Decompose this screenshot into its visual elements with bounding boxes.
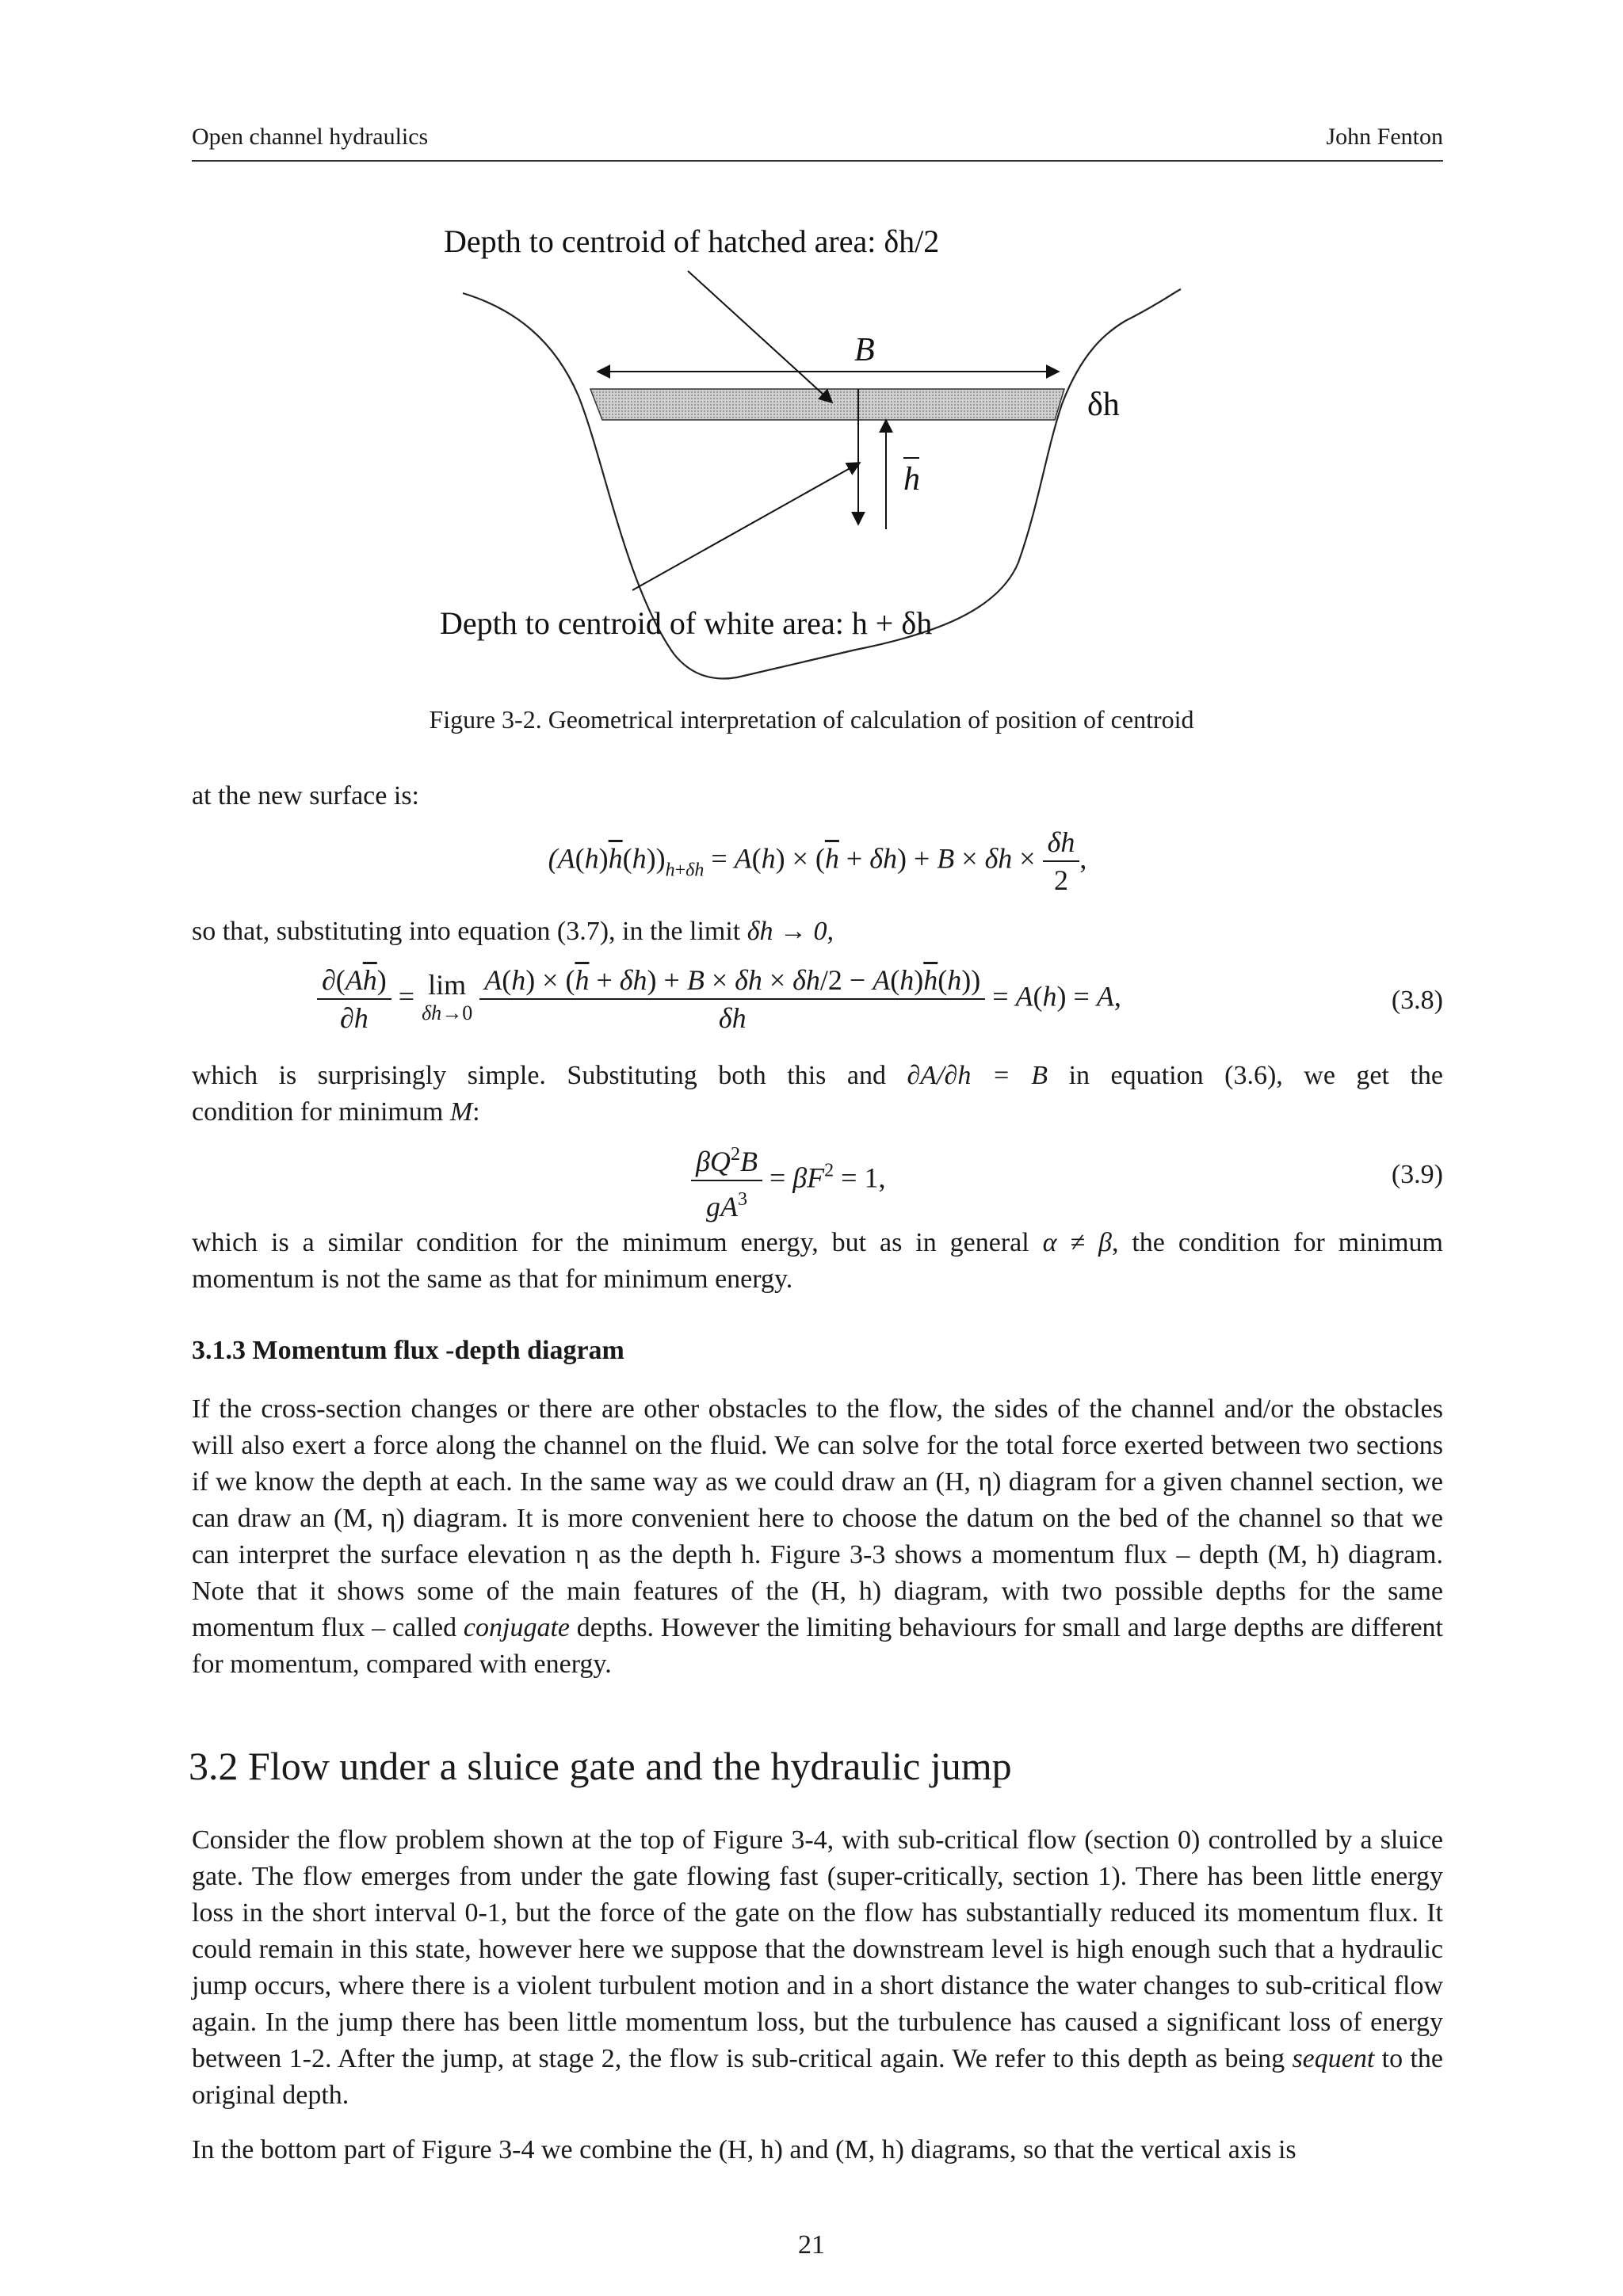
after-3-8-text-d: condition for minimum — [192, 1097, 444, 1127]
equation-number-3-8: (3.8) — [1391, 986, 1443, 1015]
hatched-strip — [590, 389, 1064, 420]
page-number: 21 — [798, 2230, 825, 2260]
after-3-8-math: ∂A/∂h = B — [907, 1061, 1048, 1090]
hatched-leader — [688, 271, 832, 402]
section-heading-3-2: 3.2 Flow under a sluice gate and the hydraulic jump — [189, 1744, 1012, 1788]
paragraph-momentum-flux-diagram — [192, 1391, 1443, 1683]
white-leader — [632, 463, 860, 590]
paragraph-after-3-9-line1 — [192, 1225, 1443, 1261]
running-header-title: Open channel hydraulics — [192, 124, 429, 150]
equation-number-3-9: (3.9) — [1391, 1160, 1443, 1189]
width-label: B — [854, 332, 875, 368]
paragraph-after-3-9-line2: momentum is not the same as that for minimum energy. — [192, 1264, 793, 1294]
sluice-paragraph-emphasis: sequent — [1292, 2044, 1375, 2073]
equation-moment-new-surface: $(A(h)\overline{h}(h))_{h+\delta h} = A(h) \times (\overline{h} + \delta h) + B \times \delta h$ × $\frac{\delta h}{2}$ , — [192, 824, 1443, 898]
paragraph-after-3-8-line1 — [192, 1058, 1443, 1094]
after-3-8-text-c: in equation (3.6), we get the — [1068, 1061, 1444, 1090]
centroid-diagram-svg — [396, 214, 1228, 689]
white-label: Depth to centroid of white area: h + δh — [440, 605, 933, 641]
hbar-label: h — [903, 461, 920, 498]
figure-centroid-diagram — [396, 214, 1228, 689]
sluice-paragraph-text: Consider the flow problem shown at the top of Figure 3-4, with sub-critical flow (section 0) controlled by a sluice gate. The flow emerges from under the gate flowing fast (super-critically, section 1). There has been little energy loss in the short interval 0-1, but the force of the gate on the flow has substantially reduced its momentum flux. It could remain in this state, however here we suppose that the downstream level is high enough such that a hydraulic jump occurs, where there is a violent turbulent motion and in a short distance the water changes to sub-critical flow again. In the jump there has been little momentum loss, but the turbulence has caused a significant loss of energy between 1-2. After the jump, at stage 2, the flow is sub-critical again. We refer to this depth as being — [192, 1825, 1443, 2073]
momentum-paragraph-end: depths. However the limiting behaviours for small and large depths are different for momentum, compared with energy. — [192, 1613, 1444, 1679]
paragraph-sluice-gate — [192, 1822, 1443, 2114]
momentum-paragraph-emphasis: conjugate — [463, 1613, 570, 1642]
sluice-paragraph-end: to the original depth. — [192, 2044, 1444, 2110]
limit-intro-math: δh → 0, — [747, 917, 834, 946]
limit-intro-line — [192, 913, 1443, 950]
intro-line: at the new surface is: — [192, 781, 419, 810]
document-page: Open channel hydraulics John Fenton Depth to centroid of hatched area: δh/2 B δh h Depth to centroid of white area: h + δh Figure 3-2. Geometrical interpretation of calculation of position of centroid at the new surface is: $(A(h)\overline{h}(h))_{h+\delta h} = A(h) \times (\overline{h} + \delta h) + B \times \delta h$ × $\frac{\delta h}{2}$ , so that, substituting into equation (3.7), in the limit δh → 0, $\frac{\partial(A\overline{h})}{\partial h}$ = lim δh→0 $\frac{A(h) \times (\overline{h} + \delta h) + B \times \delta h \times \delta h/2 - A(h)\overline{h}(h))}{\delta h}$ = A(h) = A, (3.8) which is surprisingly simple. Substituting both this and ∂A/∂h = B in equation (3.6), we get the condition for minimum M: $\frac{\beta Q^2B}{gA^3}$ = $\beta F^2 = 1$, (3.9) which is a similar condition for the minimum energy, but as in general α ≠ β, the condition for minimum momentum is not the same as that for minimum energy. 3.1.3 Momentum flux -depth diagram If the cross-section changes or there are other obstacles to the flow, the sides of the channel and/or the obstacles will also exert a force along the channel on the fluid. We can solve for the total force exerted between two sections if we know the depth at each. In the same way as we could draw an (H, η) diagram for a given channel section, we can draw an (M, η) diagram. It is more convenient here to choose the datum on the bed of the channel so that we can interpret the surface elevation η as the depth h. Figure 3-3 shows a momentum flux – depth (M, h) diagram. Note that it shows some of the main features of the (H, h) diagram, with two possible depths for the same momentum flux – called conjugate depths. However the limiting behaviours for small and large depths are different for momentum, compared with energy. 3.2 Flow under a sluice gate and the hydraulic jump Consider the flow problem shown at the top of Figure 3-4, with sub-critical flow (section 0) controlled by a sluice gate. The flow emerges from under the gate flowing fast (super-critically, section 1). There has been little energy loss in the short interval 0-1, but the force of the gate on the flow has substantially reduced its momentum flux. It could remain in this state, however here we suppose that the downstream level is high enough such that a hydraulic jump occurs, where there is a violent turbulent motion and in a short distance the water changes to sub-critical flow again. In the jump there has been little momentum loss, but the turbulence has caused a significant loss of energy between 1-2. After the jump, at stage 2, the flow is sub-critical again. We refer to this depth as being sequent to the original depth. In the bottom part of Figure 3-4 we combine the (H, h) and (M, h) diagrams, so that the vertical axis is 21 — [0, 0, 1623, 2296]
running-header-author: John Fenton — [1326, 124, 1443, 150]
momentum-paragraph-text: If the cross-section changes or there are other obstacles to the flow, the sides of the channel and/or the obstacles will also exert a force along the channel on the fluid. We can solve for the total force exerted between two sections if we know the depth at each. In the same way as we could draw an (H, η) diagram for a given channel section, we can draw an (M, η) diagram. It is more convenient here to choose the datum on the bed of the channel so that we can interpret the surface elevation η as the depth h. Figure 3-3 shows a momentum flux – depth (M, h) diagram. Note that it shows some of the main features of the (H, h) diagram, with two possible depths for the same momentum flux – called — [192, 1394, 1443, 1642]
after-3-9-text-a: which is a similar condition for the minimum energy, but as in general — [192, 1228, 1029, 1257]
after-3-8-M: M — [449, 1097, 473, 1127]
subsection-heading-3-1-3: 3.1.3 Momentum flux -depth diagram — [192, 1336, 624, 1365]
figure-caption: Figure 3-2. Geometrical interpretation of calculation of position of centroid — [429, 705, 1194, 734]
limit-intro-text: so that, substituting into equation (3.7), in the limit — [192, 917, 741, 946]
paragraph-after-3-8-line2: condition for minimum M: — [192, 1097, 480, 1127]
after-3-9-math: α ≠ β — [1042, 1228, 1112, 1257]
delta-h-label: δh — [1087, 387, 1120, 423]
hatched-label: Depth to centroid of hatched area: δh/2 — [444, 223, 940, 259]
header-rule — [192, 160, 1443, 162]
paragraph-combined-diagrams: In the bottom part of Figure 3-4 we combine the (H, h) and (M, h) diagrams, so that the vertical axis is — [192, 2135, 1296, 2164]
after-3-8-text-a: which is surprisingly simple. Substituting both this and — [192, 1061, 886, 1090]
after-3-9-text-c: , the condition for minimum — [1111, 1228, 1443, 1257]
equation-3-8: $\frac{\partial(A\overline{h})}{\partial h}$ = lim δh→0 $\frac{A(h) \times (\overline{h} + \delta h) + B \times \delta h \times \delta h/2 - A(h)\overline{h}(h))}{\delta h}$ = A(h) = A, (3.8) — [317, 962, 1443, 1036]
